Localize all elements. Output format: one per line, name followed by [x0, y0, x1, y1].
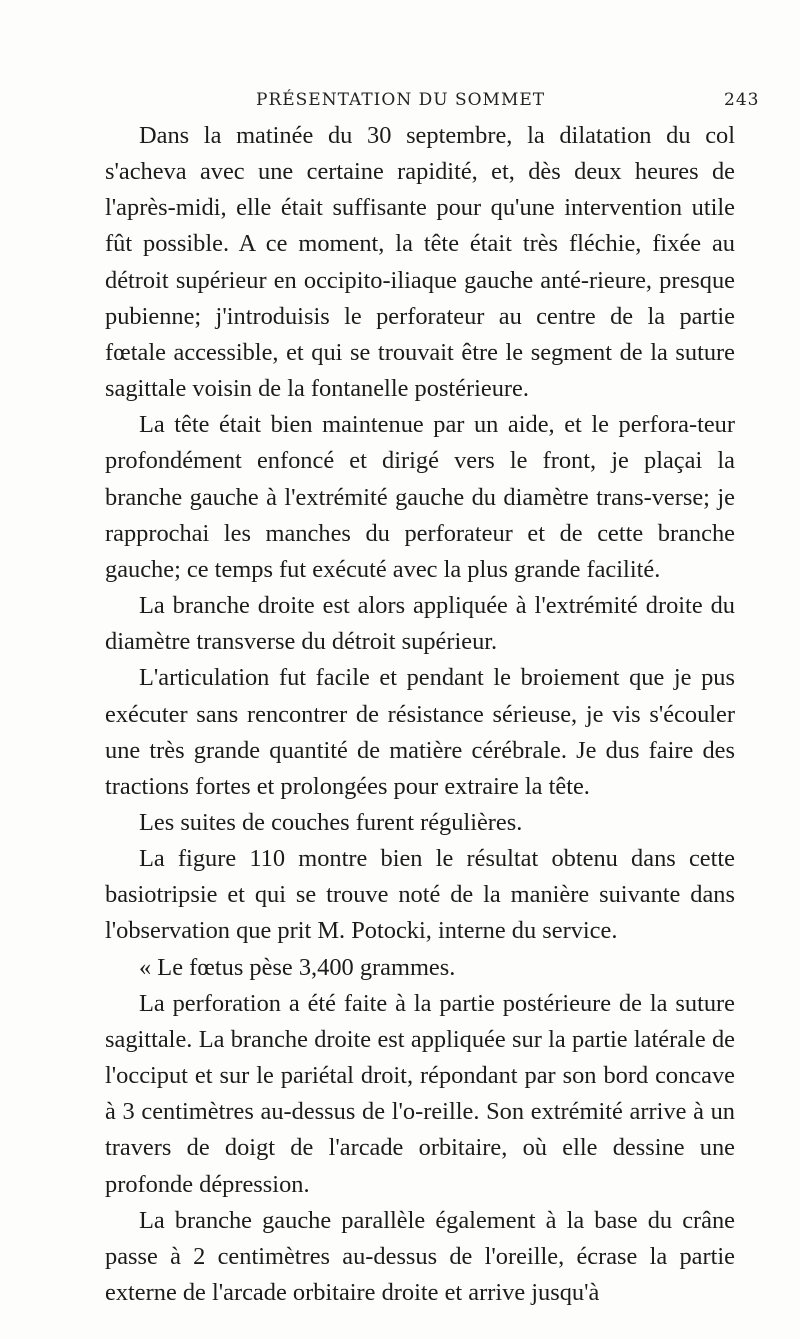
paragraph-articulation: L'articulation fut facile et pendant le broiement que je pus exécuter sans rencontrer de résistance sérieuse, je vis s'écouler une très grande quantité de matière cérébrale. Je dus faire des tractions fortes et prolongées pour extraire la tête.: [105, 664, 735, 800]
paragraph-figure-110: La figure 110 montre bien le résultat obtenu dans cette basiotripsie et qui se trouve noté de la manière suivante dans l'observation que prit M. Potocki, interne du service.: [105, 845, 735, 945]
paragraph-dilatation: Dans la matinée du 30 septembre, la dilatation du col s'acheva avec une certaine rapidité, et, dès deux heures de l'après-midi, elle était suffisante pour qu'une intervention utile fût possible. A ce moment, la tête était très fléchie, fixée au détroit supérieur en occipito-iliaque gauche anté-rieure, presque pubienne; j'introduisis le perforateur au centre de la partie fœtale accessible, et qui se trouvait être le segment de la suture sagittale voisin de la fontanelle postérieure.: [105, 122, 735, 403]
body-text: [105, 118, 735, 1311]
running-head-title: PRÉSENTATION DU SOMMET: [256, 90, 546, 110]
paragraph-suites-de-couches: Les suites de couches furent régulières.: [139, 808, 523, 836]
paragraph-branche-gauche: La branche gauche parallèle également à la base du crâne passe à 2 centimètres au-dessus de l'oreille, écrase la partie externe de l'arcade orbitaire droite et arrive jusqu'à: [105, 1206, 735, 1306]
running-head: [0, 90, 800, 118]
page-number: 243: [724, 90, 760, 110]
paragraph-perforateur: La tête était bien maintenue par un aide, et le perfora-teur profondément enfoncé et dirigé vers le front, je plaçai la branche gauche à l'extrémité gauche du diamètre trans-verse; je rapprochai les manches du perforateur et de cette branche gauche; ce temps fut exécuté avec la plus grande facilité.: [105, 411, 735, 583]
paragraph-poids-foetus: « Le fœtus pèse 3,400 grammes.: [139, 953, 456, 981]
paragraph-perforation: La perforation a été faite à la partie postérieure de la suture sagittale. La branche droite est appliquée sur la partie latérale de l'occiput et sur le pariétal droit, répondant par son bord concave à 3 centimètres au-dessus de l'o-reille. Son extrémité arrive à un travers de doigt de l'arcade orbitaire, où elle dessine une profonde dépression.: [105, 989, 735, 1198]
paragraph-branche-droite: La branche droite est alors appliquée à l'extrémité droite du diamètre transverse du détroit supérieur.: [105, 592, 735, 656]
